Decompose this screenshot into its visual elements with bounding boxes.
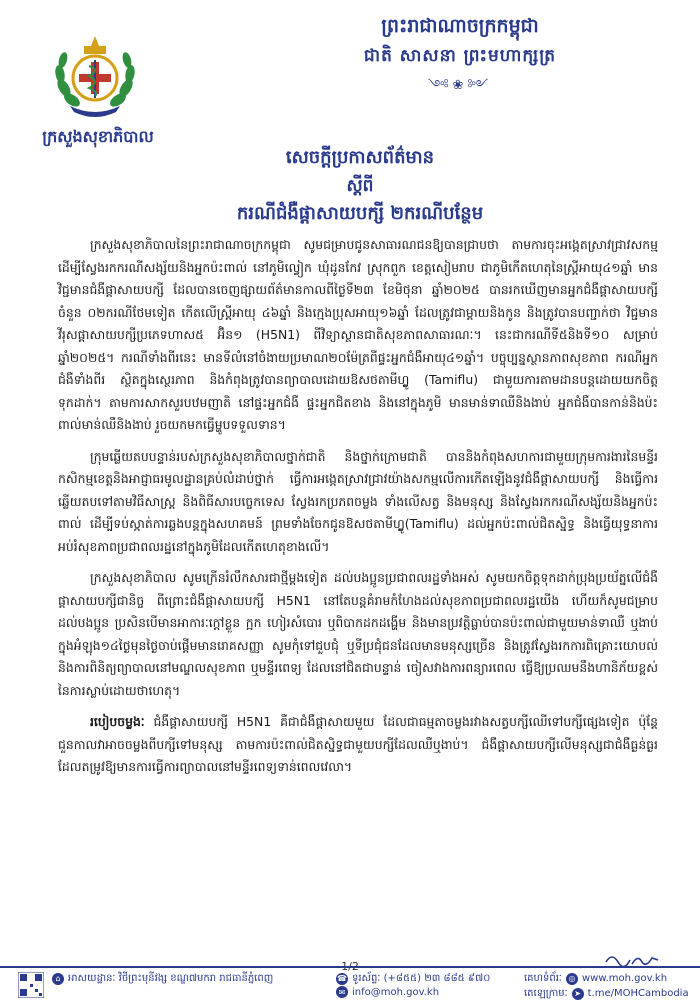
kingdom-name: ព្រះរាជាណាចក្រកម្ពុជា	[381, 15, 539, 37]
ministry-name: ក្រសួងសុខាភិបាល	[42, 127, 154, 146]
document-title	[150, 146, 570, 226]
title-line-regarding: ស្តីពី	[346, 176, 374, 196]
ministry-logo-icon	[50, 32, 140, 120]
footer	[0, 966, 700, 1002]
paragraph-1: ក្រសួងសុខាភិបាលនៃព្រះរាជាណាចក្រកម្ពុជា សូមជម្រាបជូនសាធារណជនឱ្យបានជ្រាបថា តាមការចុះអង្កេតស្រាវជ្រាវសកម្ម ដើម្បីស្វែងរកករណីសង្ស័យនិងអ្នកប៉ះពាល់ នៅភូមិល្វៀក ឃុំដូនកែវ ស្រុកពួក ខេត្តសៀមរាប ជាភូមិកើតហេតុនៃស្រ្តីអាយុ៤១ឆ្នាំ មានវិជ្ជមានជំងឺផ្តាសាយបក្សី ដែលបានចេញផ្សាយព័ត៌មានកាលពីថ្ងៃទី២៣ ខែមិថុនា ឆ្នាំ២០២៥ បានរកឃើញមានអ្នកជំងឺផ្តាសាយបក្សីចំនួន ០២ករណីថែមទៀត កើតលើស្ត្រីអាយុ ៤៦ឆ្នាំ និងក្មេងប្រុសអាយុ១៦ឆ្នាំ ដែលត្រូវជាម្តាយនិងកូន និងត្រូវបានបញ្ជាក់ថា វិជ្ជមានវីរុសផ្តាសាយបក្សីប្រភេទហាស៥ អ៊ិន១ (H5N1) ពីវិទ្យាស្ថានជាតិសុខភាពសាធារណៈ។ នេះជាករណីទី៥និងទី១០ សម្រាប់ឆ្នាំ២០២៥។ ករណីទាំងពីរនេះ មានទីលំនៅចំងាយប្រមាណ២០ម៉ែត្រពីផ្ទះអ្នកជំងឺអាយុ៤១ឆ្នាំ។ បច្ចុប្បន្នស្ថានភាពសុខភាព ករណីអ្នកជំងឺទាំងពីរ ស្ថិតក្នុងស្ថេរភាព និងកំពុងត្រូវបានព្យាបាលដោយឱសថតាមីហ្វ្លូ (Tamiflu) ជាមួយការតាមដានបន្តដោយយកចិត្តទុកដាក់។ តាមការសាកសួរបឋមញាតិ នៅផ្ទះអ្នកជំងឺ ផ្ទះអ្នកជិតខាង និងនៅក្នុងភូមិ មានមាន់ទាឈឺនិងងាប់ អ្នកជំងឺបានកាន់និងប៉ះពាល់មាន់ឈឺនិងងាប់ រួចយកមកធ្វើម្ហូបទទួលទាន។	[58, 237, 658, 432]
telegram-icon: ➤	[572, 988, 584, 1000]
footer-address: ⌂ អាសយដ្ឋានៈ វិថីព្រះមុនីវង្ស ខណ្ឌ៧មករា រាជធានីភ្នំពេញ	[52, 971, 273, 986]
qr-code-icon	[18, 972, 44, 998]
title-line-announcement: សេចក្តីប្រកាសព័ត៌មាន	[285, 147, 435, 168]
paragraph-2: ក្រុមឆ្លើយតបបន្ទាន់របស់ក្រសួងសុខាភិបាលថ្នាក់ជាតិ និងថ្នាក់ក្រោមជាតិ បាននិងកំពុងសហការជាមួយក្រុមការងារនៃមន្ទីរកសិកម្មខេត្តនិងអាជ្ញាធរមូលដ្ឋានគ្រប់លំដាប់ថ្នាក់ ធ្វើការអង្កេតស្រាវជ្រាវយ៉ាងសកម្មលើការកើតឡើងនូវជំងឺផ្តាសាយបក្សី និងធ្វើការឆ្លើយតបទៅតាមវិធីសាស្ត្រ និងពិធីសារបច្ចេកទេស ស្វែងរកប្រភពចម្លង ទាំងលើសត្វ និងមនុស្ស និងស្វែងរកករណីសង្ស័យនិងអ្នកប៉ះពាល់ ដើម្បីទប់ស្កាត់ការឆ្លងបន្តក្នុងសហគមន៍ ព្រមទាំងចែកជូនឱសថតាមីហ្វ្លូ(Tamiflu) ដល់អ្នកប៉ះពាល់ជិតស្និទ្ធ និងធ្វើយុទ្ធនាការអប់រំសុខភាពប្រជាពលរដ្ឋនៅក្នុងភូមិដែលកើតហេតុខាងលើ។	[58, 448, 658, 554]
national-motto: ជាតិ សាសនា ព្រះមហាក្សត្រ	[363, 46, 557, 66]
phone-icon: ☎	[337, 974, 347, 983]
title-line-subject: ករណីជំងឺផ្តាសាយបក្សី ២ករណីបន្ថែម	[236, 203, 484, 224]
document-body	[58, 234, 658, 783]
footer-phone: ☎ ទូរស័ព្ទៈ (+៨៥៥) ២៣ ៨៨៥ ៩៧០	[337, 973, 491, 984]
kingdom-motto	[300, 14, 620, 107]
footer-website[interactable]: គេហទំព័រៈ ◎ www.moh.gov.kh	[524, 973, 668, 984]
transmission-text: ជំងឺផ្តាសាយបក្សី H5N1 គឺជាជំងឺផ្តាសាយមួយ ដែលជាធម្មតាចម្លងរវាងសត្វបក្សីឈើទៅបក្សីផ្សេងទៀត ប៉ុន្តែជួនកាលវាអាចចម្លងពីបក្សីទៅមនុស្ស តាមការប៉ះពាល់ជិតស្និទ្ធជាមួយបក្សីដែលឈឺឬងាប់។ ជំងឺផ្តាសាយបក្សីលើមនុស្សជាជំងឺធ្ងន់ធ្ងរ ដែលតម្រូវឱ្យមានការធ្វើការព្យាបាលនៅមន្ទីរពេទ្យទាន់ពេលវេលា។	[58, 714, 658, 774]
email-icon: ✉	[336, 986, 348, 998]
location-icon: ⌂	[52, 973, 64, 985]
ornament-divider: ༺❀༻	[427, 78, 493, 93]
paragraph-3: ក្រសួងសុខាភិបាល សូមក្រើនរំលឹកសារជាថ្មីម្តងទៀត ដល់បងប្អូនប្រជាពលរដ្ឋទាំងអស់ សូមយកចិត្តទុកដាក់ប្រុងប្រយ័ត្នលើជំងឺផ្តាសាយបក្សីជានិច្ច ពីព្រោះជំងឺផ្តាសាយបក្សី H5N1 នៅតែបន្តគំរាមកំហែងដល់សុខភាពប្រជាពលរដ្ឋយើង ហើយក៏សូមជម្រាបដល់បងប្អូន ប្រសិនបើមានអាការៈក្តៅខ្លួន ក្អក ហៀរសំបោរ ឬពិបាកដកដង្ហើម និងមានប្រវត្តិធ្លាប់បានប៉ះពាល់ជាមួយមាន់ទាឈឺ ឬងាប់ក្នុងអំឡុង១៤ថ្ងៃមុនថ្ងៃចាប់ផ្តើមមានរោគសញ្ញា សូមកុំទៅជួបជុំ ឬទីប្រជុំជនដែលមានមនុស្សច្រើន និងត្រូវស្វែងរកការពិគ្រោះយោបល់ និងការពិនិត្យព្យាបាលនៅមណ្ឌលសុខភាព ឬមន្ទីរពេទ្យ ដែលនៅជិតជាបន្ទាន់ ចៀសវាងការពន្យារពេល ធ្វើឱ្យប្រឈមនឹងហានិភ័យខ្ពស់នៃការស្លាប់ដោយថាហេតុ។	[58, 570, 658, 698]
footer-email[interactable]: ✉ info@moh.gov.kh	[336, 986, 439, 998]
globe-icon: ◎	[566, 973, 578, 985]
page-number: 1/2	[341, 960, 359, 973]
transmission-heading: របៀបចម្លងៈ	[90, 714, 145, 729]
paragraph-transmission	[58, 711, 658, 779]
footer-telegram[interactable]: តេឡេក្រាមៈ ➤ t.me/MOHCambodia	[524, 988, 689, 999]
